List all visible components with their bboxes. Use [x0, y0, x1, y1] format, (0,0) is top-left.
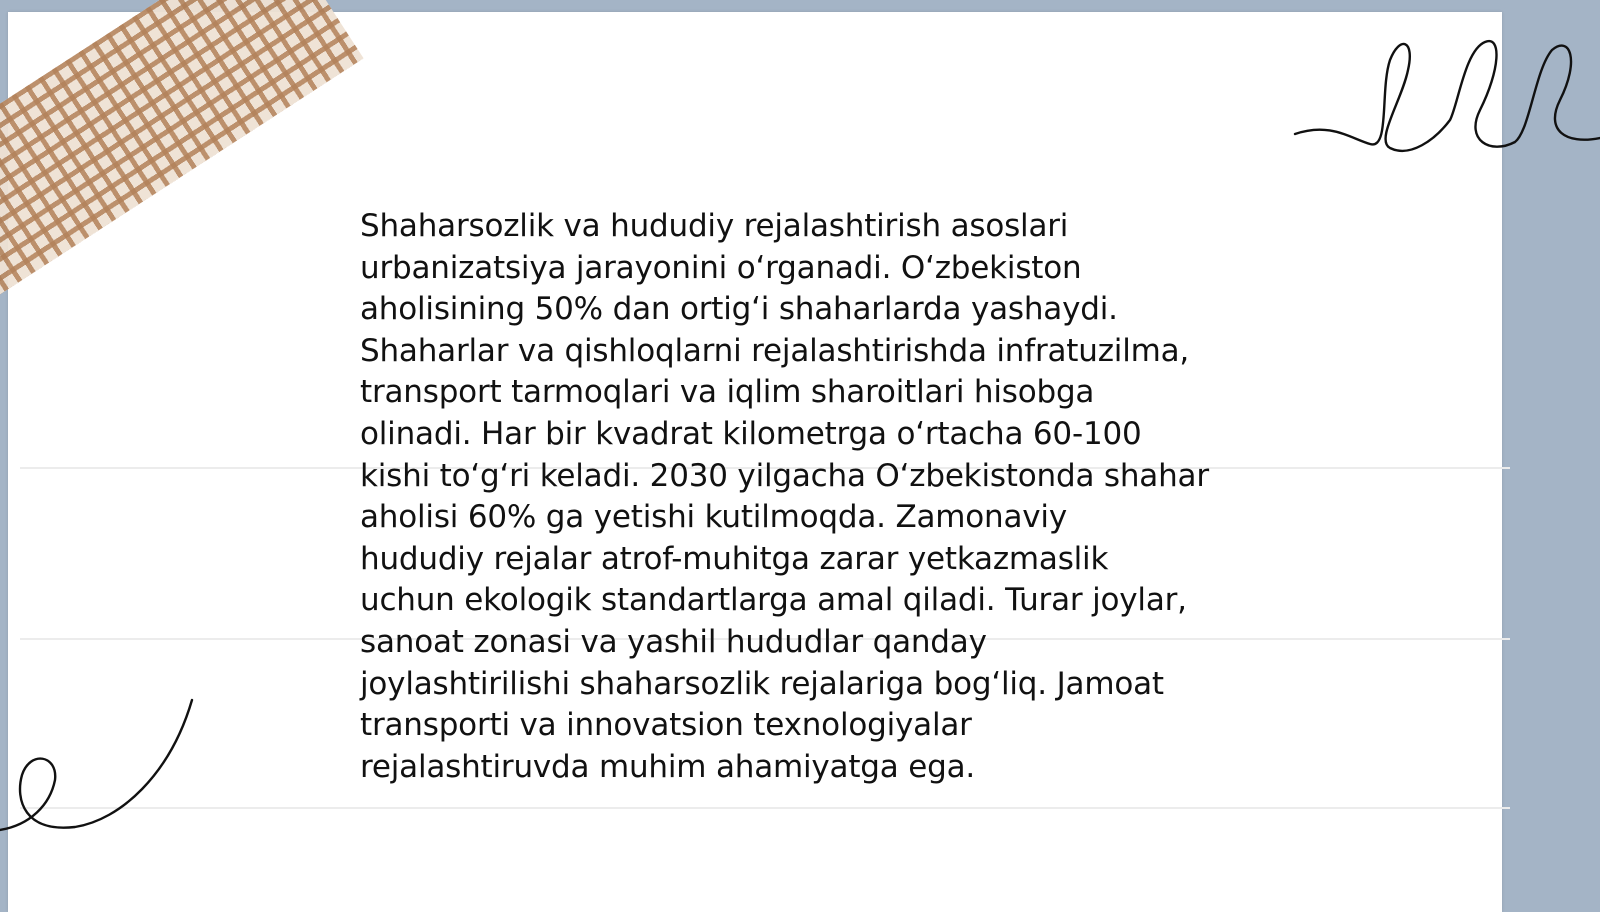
body-paragraph: Shaharsozlik va hududiy rejalashtirish asoslari urbanizatsiya jarayonini oʻrganadi. Oʻzbekiston aholisining 50% dan ortigʻi shaharlarda yashaydi. Shaharlar va qishloqlarni rejalashtirishda infratuzilma, transport tarmoqlari va iqlim sharoitlari hisobga olinadi. Har bir kvadrat kilometrga oʻrtacha 60-100 kishi toʻgʻri keladi. 2030 yilgacha Oʻzbekistonda shahar aholisi 60% ga yetishi kutilmoqda. Zamonaviy hududiy rejalar atrof-muhitga zarar yetkazmaslik uchun ekologik standartlarga amal qiladi. Turar joylar, sanoat zonasi va yashil hududlar qanday joylashtirilishi shaharsozlik rejalariga bogʻliq. Jamoat transporti va innovatsion texnologiyalar rejalashtiruvda muhim ahamiyatga ega.: [360, 208, 1209, 785]
swirl-doodle-icon: [1290, 30, 1600, 170]
swirl-doodle-icon: [0, 695, 200, 845]
paper-fold-line: [20, 807, 1510, 809]
